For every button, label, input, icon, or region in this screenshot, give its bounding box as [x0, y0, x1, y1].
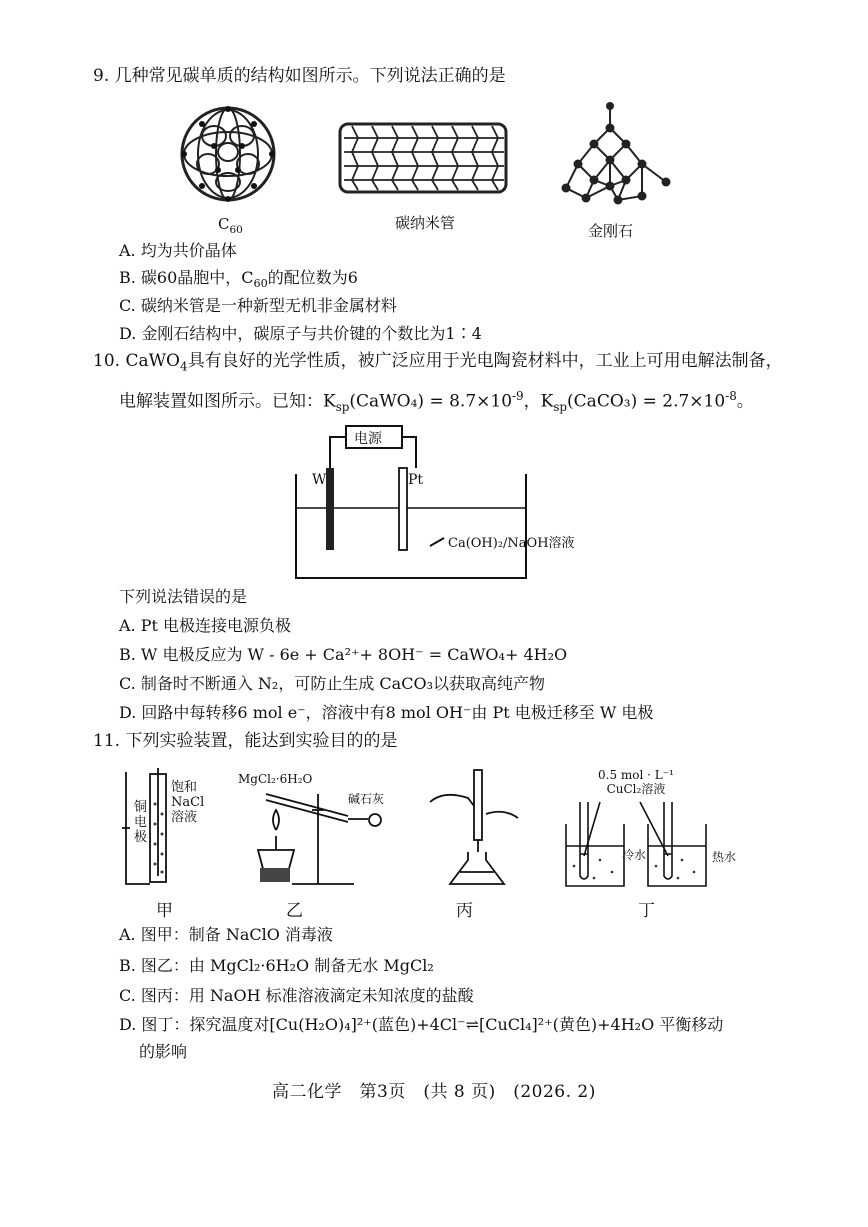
fig-yi-reagent-label: MgCl₂·6H₂O — [238, 772, 313, 786]
q11-option-d-line1: D. 图丁：探究温度对[Cu(H₂O)₄]²⁺(蓝色)+4Cl⁻⇌[CuCl₄]²⁺(黄色)+4H₂O 平衡移动 — [119, 1015, 724, 1034]
fig-ding-caption: 丁 — [638, 901, 655, 921]
q10-option-c: C. 制备时不断通入 N₂，可防止生成 CaCO₃以获取高纯产物 — [119, 674, 545, 693]
power-source-label: 电源 — [354, 431, 382, 447]
nanotube-caption: 碳纳米管 — [395, 214, 456, 232]
diamond-structure-figure — [556, 100, 680, 208]
q9-option-d: D. 金刚石结构中，碳原子与共价键的个数比为1∶4 — [119, 324, 482, 343]
w-electrode-label: W — [312, 472, 327, 488]
q11-option-c: C. 图丙：用 NaOH 标准溶液滴定未知浓度的盐酸 — [119, 986, 474, 1005]
fig-yi-caption: 乙 — [286, 901, 303, 921]
q11-option-a: A. 图甲：制备 NaClO 消毒液 — [119, 925, 333, 944]
q11-option-d-line2: 的影响 — [139, 1042, 188, 1061]
solution-label: Ca(OH)₂/NaOH溶液 — [448, 536, 575, 551]
q10-stem-line1: 10. CaWO$_4$具有良好的光学性质，被广泛应用于光电陶瓷材料中，工业上可用电解法制备， — [93, 351, 783, 374]
fig-jia-caption: 甲 — [156, 901, 173, 921]
diamond-caption: 金刚石 — [588, 222, 634, 240]
fig-ding-cold-water-label: 冷水 — [622, 848, 647, 862]
nanotube-structure-figure — [338, 120, 510, 198]
pt-electrode-label: Pt — [408, 472, 424, 488]
fig-bing-titration — [424, 768, 524, 888]
fig-ding-temperature-experiment — [560, 796, 720, 890]
q9-option-b: B. 碳60晶胞中，$C_{60}$的配位数为6 — [119, 268, 358, 291]
q10-option-a: A. Pt 电极连接电源负极 — [119, 616, 292, 635]
fig-yi-soda-lime-label: 碱石灰 — [348, 792, 385, 806]
q9-stem: 9. 几种常见碳单质的结构如图所示。下列说法正确的是 — [93, 66, 506, 86]
q9-option-c: C. 碳纳米管是一种新型无机非金属材料 — [119, 296, 397, 315]
electrolysis-apparatus-figure — [290, 420, 590, 582]
q9-option-a: A. 均为共价晶体 — [119, 241, 237, 260]
c60-caption: $C_{60}$ — [218, 215, 243, 236]
q10-option-d: D. 回路中每转移6 mol e⁻，溶液中有8 mol OH⁻由 Pt 电极迁移至 W 电极 — [119, 703, 654, 722]
fig-bing-caption: 丙 — [456, 901, 473, 921]
fig-ding-hot-water-label: 热水 — [712, 850, 737, 864]
fig-ding-solution-label: 0.5 mol · L⁻¹ CuCl₂溶液 — [598, 768, 674, 796]
q10-option-b: B. W 电极反应为 W - 6e + Ca²⁺+ 8OH⁻ = CaWO₄+ 4H₂O — [119, 645, 568, 664]
q10-ask: 下列说法错误的是 — [119, 587, 248, 606]
c60-structure-figure — [178, 102, 278, 206]
q11-option-b: B. 图乙：由 MgCl₂·6H₂O 制备无水 MgCl₂ — [119, 956, 434, 975]
q10-stem-line2: 电解装置如图所示。已知：$K_{sp}(CaWO_4) = 8.7\times 10^{-9}$，$K_{sp}(CaCO_3) = 2.7\times 10^{-8}$。 — [119, 389, 754, 415]
fig-jia-electrode-label: 铜电极 — [134, 800, 148, 845]
page-footer: 高二化学 第3页 (共 8 页) (2026. 2) — [272, 1082, 596, 1102]
fig-jia-solution-label: 饱和 NaCl 溶液 — [171, 780, 205, 825]
q11-stem: 11. 下列实验装置，能达到实验目的的是 — [93, 731, 398, 751]
